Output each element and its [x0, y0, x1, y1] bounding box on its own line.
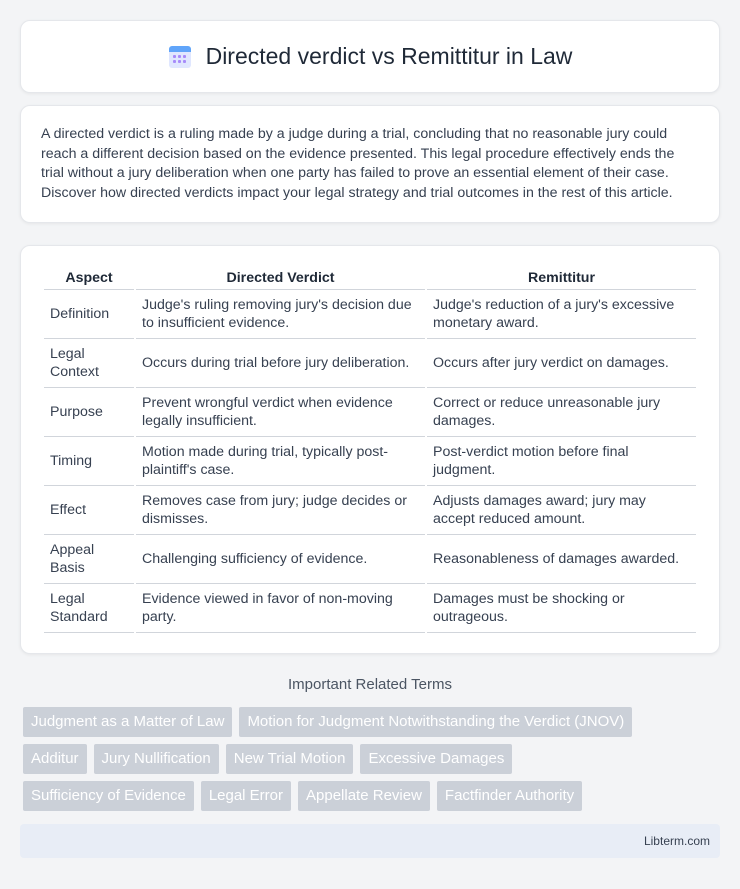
cell-aspect: Purpose: [44, 388, 134, 437]
related-terms: [23, 707, 723, 818]
intro-text: A directed verdict is a ruling made by a judge during a trial, concluding that no reasonable jury could reach a different decision based on the evidence presented. This legal procedure effectively ends the trial without a jury deliberation when one party has failed to prove an essential element of their case. Discover how directed verdicts impact your legal strategy and trial outcomes in the rest of this article.: [41, 126, 675, 201]
cell-remittitur: Occurs after jury verdict on damages.: [427, 339, 696, 388]
cell-remittitur: Correct or reduce unreasonable jury damages.: [427, 388, 696, 437]
cell-directed-verdict: Removes case from jury; judge decides or dismisses.: [136, 486, 425, 535]
cell-directed-verdict: Occurs during trial before jury deliberation.: [136, 339, 425, 388]
tag-row: [23, 707, 723, 737]
cell-directed-verdict: Prevent wrongful verdict when evidence legally insufficient.: [136, 388, 425, 437]
related-term-tag[interactable]: Appellate Review: [298, 781, 430, 811]
table-row: [44, 486, 696, 535]
cell-aspect: Effect: [44, 486, 134, 535]
related-term-tag[interactable]: Factfinder Authority: [437, 781, 582, 811]
related-term-tag[interactable]: Additur: [23, 744, 87, 774]
cell-aspect: Definition: [44, 290, 134, 339]
cell-directed-verdict: Evidence viewed in favor of non-moving party.: [136, 584, 425, 633]
header-remittitur: Remittitur: [427, 266, 696, 290]
table-header-row: [44, 266, 696, 290]
intro-card: [20, 105, 720, 223]
cell-remittitur: Adjusts damages award; jury may accept reduced amount.: [427, 486, 696, 535]
comparison-table-card: [20, 245, 720, 654]
related-term-tag[interactable]: New Trial Motion: [226, 744, 354, 774]
table-row: [44, 388, 696, 437]
cell-directed-verdict: Motion made during trial, typically post-plaintiff's case.: [136, 437, 425, 486]
cell-aspect: Legal Standard: [44, 584, 134, 633]
comparison-table: [42, 266, 698, 633]
cell-aspect: Legal Context: [44, 339, 134, 388]
table-row: [44, 437, 696, 486]
header-directed-verdict: Directed Verdict: [136, 266, 425, 290]
cell-remittitur: Reasonableness of damages awarded.: [427, 535, 696, 584]
tag-row: [23, 744, 723, 774]
cell-remittitur: Damages must be shocking or outrageous.: [427, 584, 696, 633]
calendar-icon: [168, 45, 192, 69]
table-row: [44, 535, 696, 584]
related-term-tag[interactable]: Legal Error: [201, 781, 291, 811]
table-row: [44, 584, 696, 633]
table-row: [44, 290, 696, 339]
cell-aspect: Appeal Basis: [44, 535, 134, 584]
cell-directed-verdict: Challenging sufficiency of evidence.: [136, 535, 425, 584]
table-row: [44, 339, 696, 388]
cell-remittitur: Post-verdict motion before final judgment.: [427, 437, 696, 486]
page-title: Directed verdict vs Remittitur in Law: [205, 43, 573, 69]
cell-aspect: Timing: [44, 437, 134, 486]
related-term-tag[interactable]: Excessive Damages: [360, 744, 512, 774]
related-term-tag[interactable]: Judgment as a Matter of Law: [23, 707, 232, 737]
related-term-tag[interactable]: Jury Nullification: [94, 744, 219, 774]
related-term-tag[interactable]: Sufficiency of Evidence: [23, 781, 194, 811]
cell-remittitur: Judge's reduction of a jury's excessive monetary award.: [427, 290, 696, 339]
cell-directed-verdict: Judge's ruling removing jury's decision due to insufficient evidence.: [136, 290, 425, 339]
footer: [20, 824, 720, 858]
title-card: [20, 20, 720, 93]
related-terms-title: Important Related Terms: [288, 676, 452, 693]
related-term-tag[interactable]: Motion for Judgment Notwithstanding the Verdict (JNOV): [239, 707, 632, 737]
header-aspect: Aspect: [44, 266, 134, 290]
footer-brand: Libterm.com: [643, 834, 710, 848]
tag-row: [23, 781, 723, 811]
